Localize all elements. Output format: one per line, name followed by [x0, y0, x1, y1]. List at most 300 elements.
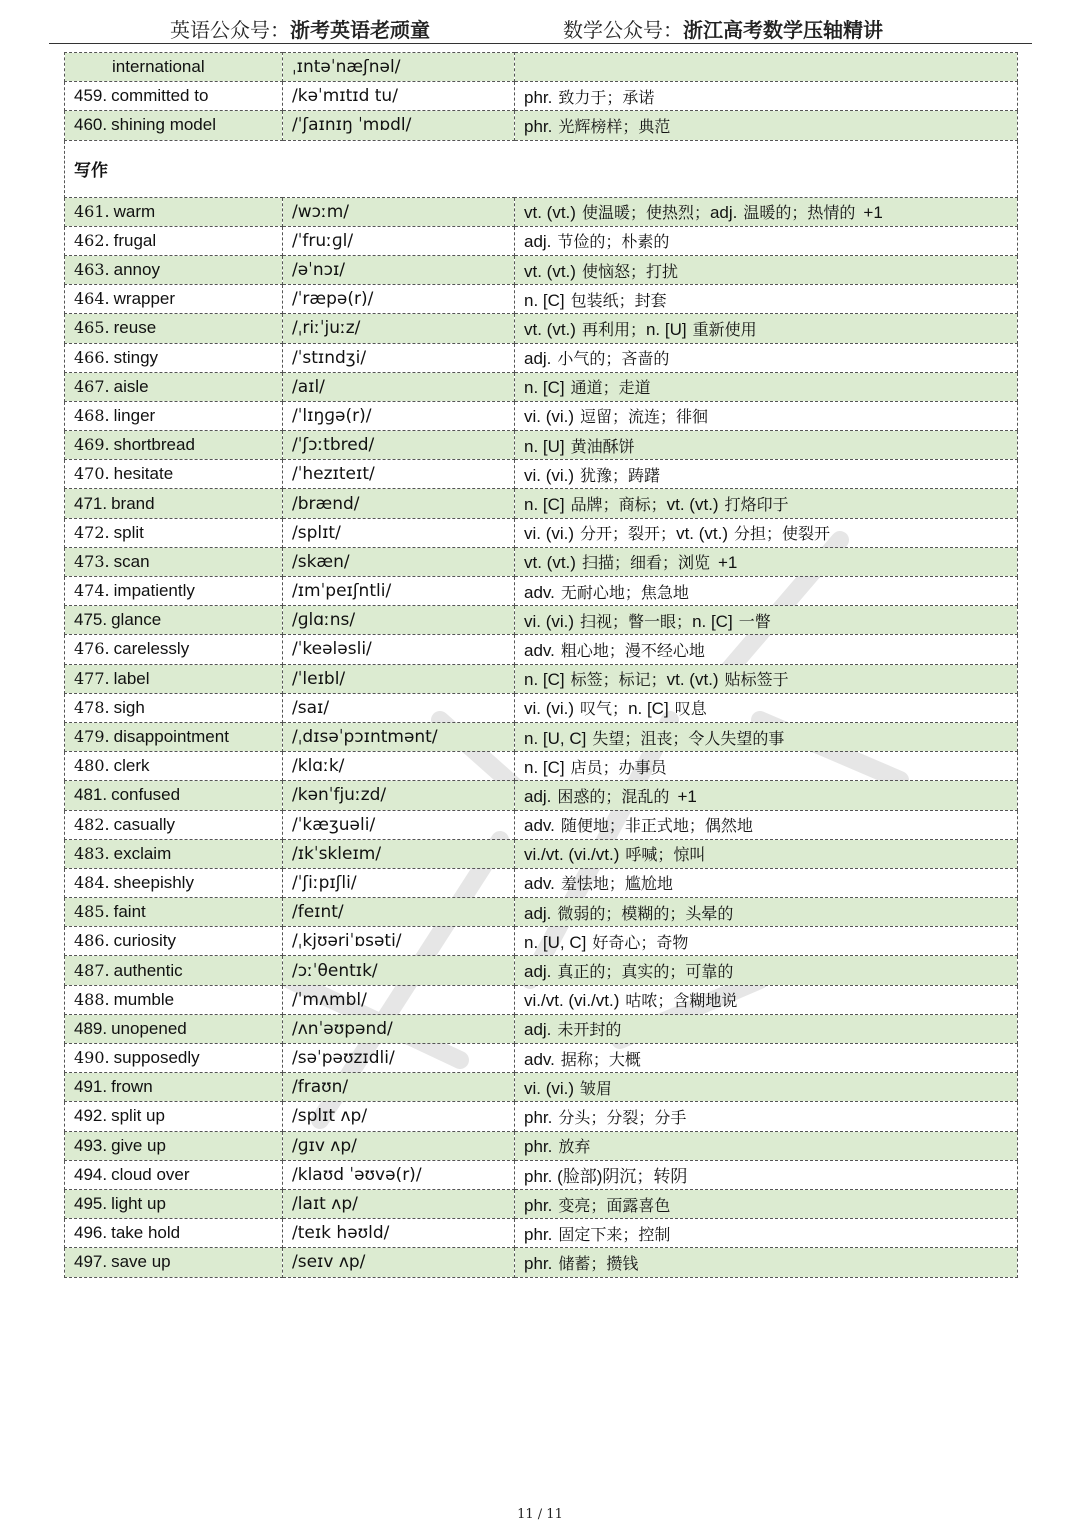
entry-number: 481.	[74, 785, 108, 805]
phonetic-cell: /seɪv ʌp/	[283, 1248, 515, 1277]
definition-cell	[515, 1044, 1018, 1073]
entry-word: split up	[111, 1106, 165, 1126]
table-row	[65, 1160, 1018, 1189]
part-of-speech: vi. (vi.)	[524, 407, 575, 427]
word-cell	[65, 547, 283, 576]
definition-cell	[515, 431, 1018, 460]
part-of-speech: n. [C]	[524, 757, 565, 777]
part-of-speech: vi. (vi.)	[524, 611, 575, 631]
phonetic-cell: /brænd/	[283, 489, 515, 518]
definition-text: 扫视；瞥一眼；	[580, 611, 693, 631]
entry-word: exclaim	[113, 843, 172, 863]
phonetic-cell: /ɡɪv ʌp/	[283, 1131, 515, 1160]
entry-word: clerk	[113, 756, 150, 776]
definition-text: 分开；裂开；	[580, 524, 677, 544]
part-of-speech: phr.	[524, 1195, 553, 1215]
word-cell	[65, 868, 283, 897]
english-account-name: 浙考英语老顽童	[290, 18, 430, 42]
phonetic-cell: /klaʊd ˈəʊvə(r)/	[283, 1160, 515, 1189]
phonetic-cell: /ˌdɪsəˈpɔɪntmənt/	[283, 722, 515, 751]
definition-cell	[515, 197, 1018, 226]
entry-word: cloud over	[111, 1164, 190, 1184]
phonetic-cell: /ˈʃɔːtbred/	[283, 431, 515, 460]
phonetic-cell: /kəˈmɪtɪd tu/	[283, 82, 515, 111]
entry-word: brand	[111, 493, 155, 513]
table-row	[65, 781, 1018, 810]
part-of-speech: vt. (vt.)	[524, 319, 576, 339]
table-row	[65, 1189, 1018, 1218]
entry-number: 494.	[74, 1164, 108, 1184]
table-row	[65, 606, 1018, 635]
entry-number: 476.	[74, 639, 110, 659]
table-row	[65, 839, 1018, 868]
entry-word: confused	[111, 785, 181, 805]
entry-number: 480.	[74, 756, 110, 776]
definition-cell	[515, 255, 1018, 284]
vocabulary-table	[64, 52, 1018, 1278]
table-row	[65, 53, 1018, 82]
definition-text: 店员；办事员	[570, 757, 667, 777]
table-row	[65, 927, 1018, 956]
definition-text: 真正的；真实的；可靠的	[557, 962, 734, 982]
part-of-speech: n. [U, C]	[524, 932, 587, 952]
word-cell	[65, 1219, 283, 1248]
entry-number: 463.	[74, 260, 110, 280]
definition-cell	[515, 839, 1018, 868]
word-cell	[65, 839, 283, 868]
definition-cell	[515, 401, 1018, 430]
phonetic-cell: /ˈʃaɪnɪŋ ˈmɒdl/	[283, 111, 515, 140]
entry-word: carelessly	[113, 639, 190, 659]
entry-word: authentic	[113, 960, 183, 980]
phonetic-cell: /əˈnɔɪ/	[283, 255, 515, 284]
definition-cell	[515, 868, 1018, 897]
definition-text: 无耐心地；焦急地	[560, 582, 689, 602]
entry-number: 489.	[74, 1018, 108, 1038]
word-cell	[65, 285, 283, 314]
phonetic-cell: /ˈfruːɡl/	[283, 226, 515, 255]
entry-number: 475.	[74, 610, 108, 630]
entry-number: 469.	[74, 435, 110, 455]
table-row	[65, 1102, 1018, 1131]
part-of-speech: adv.	[524, 640, 555, 660]
table-row	[65, 255, 1018, 284]
part-of-speech: vt. (vt.)	[524, 261, 576, 281]
entry-word: shortbread	[113, 435, 195, 455]
part-of-speech: phr.	[524, 1253, 553, 1273]
phonetic-cell: /wɔːm/	[283, 197, 515, 226]
definition-cell	[515, 82, 1018, 111]
table-row	[65, 489, 1018, 518]
word-cell	[65, 82, 283, 111]
entry-number: 493.	[74, 1135, 108, 1155]
entry-number: 461.	[74, 201, 110, 221]
part-of-speech-2: adj.	[709, 203, 738, 223]
table-row	[65, 460, 1018, 489]
part-of-speech: phr.	[524, 87, 553, 107]
entry-number: 488.	[74, 989, 110, 1009]
extra-count: +1	[863, 203, 883, 223]
phonetic-cell: /klɑːk/	[283, 752, 515, 781]
part-of-speech: vi. (vi.)	[524, 524, 575, 544]
entry-word: split	[113, 522, 144, 542]
entry-word: take hold	[111, 1223, 181, 1243]
definition-cell	[515, 460, 1018, 489]
word-cell	[65, 1189, 283, 1218]
word-cell	[65, 635, 283, 664]
definition-cell	[515, 781, 1018, 810]
entry-number: 491.	[74, 1077, 108, 1097]
table-row	[65, 1014, 1018, 1043]
definition-cell	[515, 285, 1018, 314]
word-cell	[65, 1160, 283, 1189]
phonetic-cell: /ˈkæʒuəli/	[283, 810, 515, 839]
definition-cell	[515, 693, 1018, 722]
section-row-writing	[65, 140, 1018, 197]
phonetic-cell: /saɪ/	[283, 693, 515, 722]
definition-text: 节俭的；朴素的	[557, 232, 670, 252]
part-of-speech: vi. (vi.)	[524, 1078, 575, 1098]
table-row	[65, 285, 1018, 314]
definition-text: 放弃	[558, 1137, 591, 1157]
definition-cell	[515, 752, 1018, 781]
phonetic-cell: /splɪt ʌp/	[283, 1102, 515, 1131]
entry-number: 490.	[74, 1048, 110, 1068]
entry-word: reuse	[113, 318, 157, 338]
part-of-speech: n. [C]	[524, 495, 565, 515]
entry-number: 482.	[74, 814, 110, 834]
entry-word: frugal	[113, 230, 157, 250]
entry-number: 495.	[74, 1194, 108, 1214]
definition-text: 羞怯地；尴尬地	[560, 874, 673, 894]
part-of-speech: vi. (vi.)	[524, 465, 575, 485]
phonetic-cell: /ɔːˈθentɪk/	[283, 956, 515, 985]
definition-cell	[515, 956, 1018, 985]
entry-word: faint	[113, 902, 146, 922]
entry-number: 464.	[74, 289, 110, 309]
definition-text: 好奇心；奇物	[592, 932, 689, 952]
phonetic-cell: /ˈlɪŋɡə(r)/	[283, 401, 515, 430]
word-cell	[65, 1073, 283, 1102]
word-cell	[65, 53, 283, 82]
definition-cell	[515, 1219, 1018, 1248]
definition-cell	[515, 635, 1018, 664]
phonetic-cell: /fraʊn/	[283, 1073, 515, 1102]
entry-number: 472.	[74, 522, 110, 542]
section-title: 写作	[65, 140, 1018, 197]
table-row	[65, 985, 1018, 1014]
entry-number: 477.	[74, 668, 110, 688]
part-of-speech: phr.	[524, 116, 553, 136]
part-of-speech: vi./vt. (vi./vt.)	[524, 845, 620, 865]
definition-text-2: 打烙印于	[724, 495, 789, 515]
entry-word: linger	[113, 405, 156, 425]
entry-word: curiosity	[113, 931, 176, 951]
definition-text-2: 温暖的；热情的	[743, 203, 856, 223]
entry-word: aisle	[113, 376, 149, 396]
entry-word: impatiently	[113, 581, 195, 601]
definition-cell	[515, 547, 1018, 576]
table-row	[65, 898, 1018, 927]
definition-cell	[515, 898, 1018, 927]
entry-word: warm	[113, 201, 156, 221]
word-cell	[65, 956, 283, 985]
word-cell	[65, 1014, 283, 1043]
part-of-speech-2: vt. (vt.)	[666, 495, 719, 515]
definition-text-2: 一瞥	[738, 611, 771, 631]
table-row	[65, 1248, 1018, 1277]
phonetic-cell: /ɡlɑːns/	[283, 606, 515, 635]
table-row	[65, 372, 1018, 401]
entry-word: wrapper	[113, 289, 176, 309]
word-cell	[65, 343, 283, 372]
entry-word: international	[112, 57, 205, 77]
definition-text: 困惑的；混乱的	[557, 786, 670, 806]
table-row	[65, 722, 1018, 751]
definition-cell	[515, 1189, 1018, 1218]
phonetic-cell: /səˈpəʊzɪdli/	[283, 1044, 515, 1073]
table-row	[65, 664, 1018, 693]
word-cell	[65, 1131, 283, 1160]
entry-number: 474.	[74, 581, 110, 601]
definition-text: 光辉榜样；典范	[558, 116, 671, 136]
entry-word: mumble	[113, 989, 175, 1009]
definition-text-2: 贴标签于	[724, 670, 789, 690]
math-account-label: 数学公众号：浙江高考数学压轴精讲	[563, 18, 883, 42]
part-of-speech: vt. (vt.)	[524, 553, 576, 573]
entry-word: light up	[111, 1194, 166, 1214]
entry-number: 466.	[74, 347, 110, 367]
table-row	[65, 752, 1018, 781]
word-cell	[65, 664, 283, 693]
part-of-speech: phr.	[524, 1224, 553, 1244]
part-of-speech-2: n. [C]	[692, 611, 733, 631]
word-cell	[65, 1102, 283, 1131]
word-cell	[65, 606, 283, 635]
entry-number: 485.	[74, 902, 110, 922]
table-row	[65, 1044, 1018, 1073]
part-of-speech: vi./vt. (vi./vt.)	[524, 991, 620, 1011]
part-of-speech: adj.	[524, 962, 552, 982]
entry-number: 460.	[74, 115, 108, 135]
phonetic-cell: /ˈleɪbl/	[283, 664, 515, 693]
part-of-speech: phr. (脸部)阴沉；转阴	[524, 1167, 688, 1187]
table-row	[65, 518, 1018, 547]
entry-number: 479.	[74, 727, 110, 747]
definition-text: 固定下来；控制	[558, 1224, 671, 1244]
word-cell	[65, 489, 283, 518]
definition-text: 犹豫；踌躇	[580, 465, 661, 485]
definition-text: 分头；分裂；分手	[558, 1107, 687, 1127]
definition-cell	[515, 722, 1018, 751]
entry-number: 497.	[74, 1252, 108, 1272]
part-of-speech: adv.	[524, 874, 555, 894]
extra-count: +1	[717, 553, 738, 573]
phonetic-cell: ˌɪntəˈnæʃnəl/	[283, 53, 515, 82]
entry-number: 470.	[74, 464, 110, 484]
word-cell	[65, 197, 283, 226]
definition-cell	[515, 53, 1018, 82]
table-row	[65, 547, 1018, 576]
definition-text: 扫描；细看；浏览	[581, 553, 710, 573]
entry-word: hesitate	[113, 464, 174, 484]
definition-cell	[515, 489, 1018, 518]
table-row	[65, 1131, 1018, 1160]
part-of-speech: adj.	[524, 786, 552, 806]
table-row	[65, 1219, 1018, 1248]
entry-number: 468.	[74, 405, 110, 425]
table-row	[65, 635, 1018, 664]
definition-text-2: 重新使用	[692, 319, 757, 339]
definition-text: 失望；沮丧；令人失望的事	[592, 728, 785, 748]
part-of-speech: adj.	[524, 1020, 552, 1040]
definition-text: 逗留；流连；徘徊	[580, 407, 709, 427]
entry-word: label	[113, 668, 150, 688]
part-of-speech: n. [C]	[524, 290, 565, 310]
table-row	[65, 226, 1018, 255]
phonetic-cell: /aɪl/	[283, 372, 515, 401]
part-of-speech: vi. (vi.)	[524, 699, 575, 719]
table-row	[65, 693, 1018, 722]
definition-cell	[515, 226, 1018, 255]
definition-text: 品牌；商标；	[570, 495, 667, 515]
entry-word: supposedly	[113, 1048, 200, 1068]
entry-number: 462.	[74, 230, 110, 250]
definition-text: 使恼怒；打扰	[581, 261, 678, 281]
phonetic-cell: /feɪnt/	[283, 898, 515, 927]
part-of-speech: n. [U]	[524, 436, 565, 456]
part-of-speech: phr.	[524, 1137, 553, 1157]
phonetic-cell: /ˈræpə(r)/	[283, 285, 515, 314]
header-divider	[49, 43, 1032, 44]
entry-word: unopened	[111, 1018, 187, 1038]
definition-text: 叹气；	[580, 699, 629, 719]
definition-cell	[515, 1160, 1018, 1189]
phonetic-cell: /ˈhezɪteɪt/	[283, 460, 515, 489]
definition-cell	[515, 1102, 1018, 1131]
word-cell	[65, 752, 283, 781]
entry-number: 459.	[74, 86, 108, 106]
table-row	[65, 1073, 1018, 1102]
part-of-speech: n. [U, C]	[524, 728, 587, 748]
word-cell	[65, 460, 283, 489]
phonetic-cell: /kənˈfjuːzd/	[283, 781, 515, 810]
word-cell	[65, 372, 283, 401]
definition-cell	[515, 1248, 1018, 1277]
entry-number: 478.	[74, 697, 110, 717]
phonetic-cell: /teɪk həʊld/	[283, 1219, 515, 1248]
definition-cell	[515, 314, 1018, 343]
definition-text: 未开封的	[557, 1020, 622, 1040]
entry-word: give up	[111, 1135, 166, 1155]
part-of-speech: vt. (vt.)	[524, 203, 576, 223]
definition-cell	[515, 927, 1018, 956]
entry-number: 487.	[74, 960, 110, 980]
part-of-speech-2: vt. (vt.)	[676, 524, 729, 544]
definition-text: 微弱的；模糊的；头晕的	[557, 903, 734, 923]
definition-text: 据称；大概	[560, 1049, 641, 1069]
word-cell	[65, 722, 283, 751]
part-of-speech-2: n. [C]	[628, 699, 669, 719]
math-account-name: 浙江高考数学压轴精讲	[683, 18, 883, 42]
definition-cell	[515, 518, 1018, 547]
definition-text: 致力于；承诺	[558, 87, 655, 107]
definition-text: 咕哝；含糊地说	[625, 991, 738, 1011]
definition-text: 再利用；	[581, 319, 646, 339]
definition-text: 使温暖；使热烈；	[581, 203, 710, 223]
phonetic-cell: /laɪt ʌp/	[283, 1189, 515, 1218]
definition-cell	[515, 664, 1018, 693]
word-cell	[65, 401, 283, 430]
phonetic-cell: /ʌnˈəʊpənd/	[283, 1014, 515, 1043]
phonetic-cell: /ˌkjʊəriˈɒsəti/	[283, 927, 515, 956]
entry-number: 465.	[74, 318, 110, 338]
entry-word: annoy	[113, 260, 160, 280]
part-of-speech: n. [C]	[524, 378, 565, 398]
part-of-speech: adv.	[524, 1049, 555, 1069]
definition-text: 黄油酥饼	[570, 436, 635, 456]
entry-number: 473.	[74, 551, 110, 571]
english-account-label: 英语公众号：浙考英语老顽童	[170, 18, 430, 42]
definition-text: 皱眉	[580, 1078, 613, 1098]
entry-word: disappointment	[113, 727, 229, 747]
table-row	[65, 431, 1018, 460]
definition-text: 粗心地；漫不经心地	[560, 640, 705, 660]
part-of-speech-2: vt. (vt.)	[666, 670, 719, 690]
entry-number: 483.	[74, 843, 110, 863]
definition-text-2: 分担；使裂开	[734, 524, 831, 544]
table-row	[65, 197, 1018, 226]
word-cell	[65, 314, 283, 343]
table-row	[65, 810, 1018, 839]
definition-text: 小气的；吝啬的	[557, 349, 670, 369]
entry-word: casually	[113, 814, 176, 834]
phonetic-cell: /ɪmˈpeɪʃntli/	[283, 577, 515, 606]
phonetic-cell: /splɪt/	[283, 518, 515, 547]
entry-word: frown	[111, 1077, 153, 1097]
part-of-speech: phr.	[524, 1107, 553, 1127]
part-of-speech: adv.	[524, 816, 555, 836]
definition-cell	[515, 1073, 1018, 1102]
phonetic-cell: /skæn/	[283, 547, 515, 576]
table-row	[65, 956, 1018, 985]
phonetic-cell: /ˈmʌmbl/	[283, 985, 515, 1014]
word-cell	[65, 226, 283, 255]
word-cell	[65, 781, 283, 810]
definition-cell	[515, 1014, 1018, 1043]
word-cell	[65, 927, 283, 956]
part-of-speech: adj.	[524, 903, 552, 923]
entry-word: committed to	[111, 86, 209, 106]
entry-number: 492.	[74, 1106, 108, 1126]
table-row	[65, 82, 1018, 111]
entry-word: sigh	[113, 697, 145, 717]
definition-cell	[515, 577, 1018, 606]
definition-text-2: 叹息	[674, 699, 707, 719]
word-cell	[65, 810, 283, 839]
entry-number: 496.	[74, 1223, 108, 1243]
part-of-speech: adv.	[524, 582, 555, 602]
word-cell	[65, 431, 283, 460]
page-header	[0, 10, 1080, 44]
definition-text: 随便地；非正式地；偶然地	[560, 816, 753, 836]
word-cell	[65, 1248, 283, 1277]
word-cell	[65, 577, 283, 606]
table-row	[65, 111, 1018, 140]
word-cell	[65, 898, 283, 927]
part-of-speech: adj.	[524, 232, 552, 252]
entry-number: 467.	[74, 376, 110, 396]
